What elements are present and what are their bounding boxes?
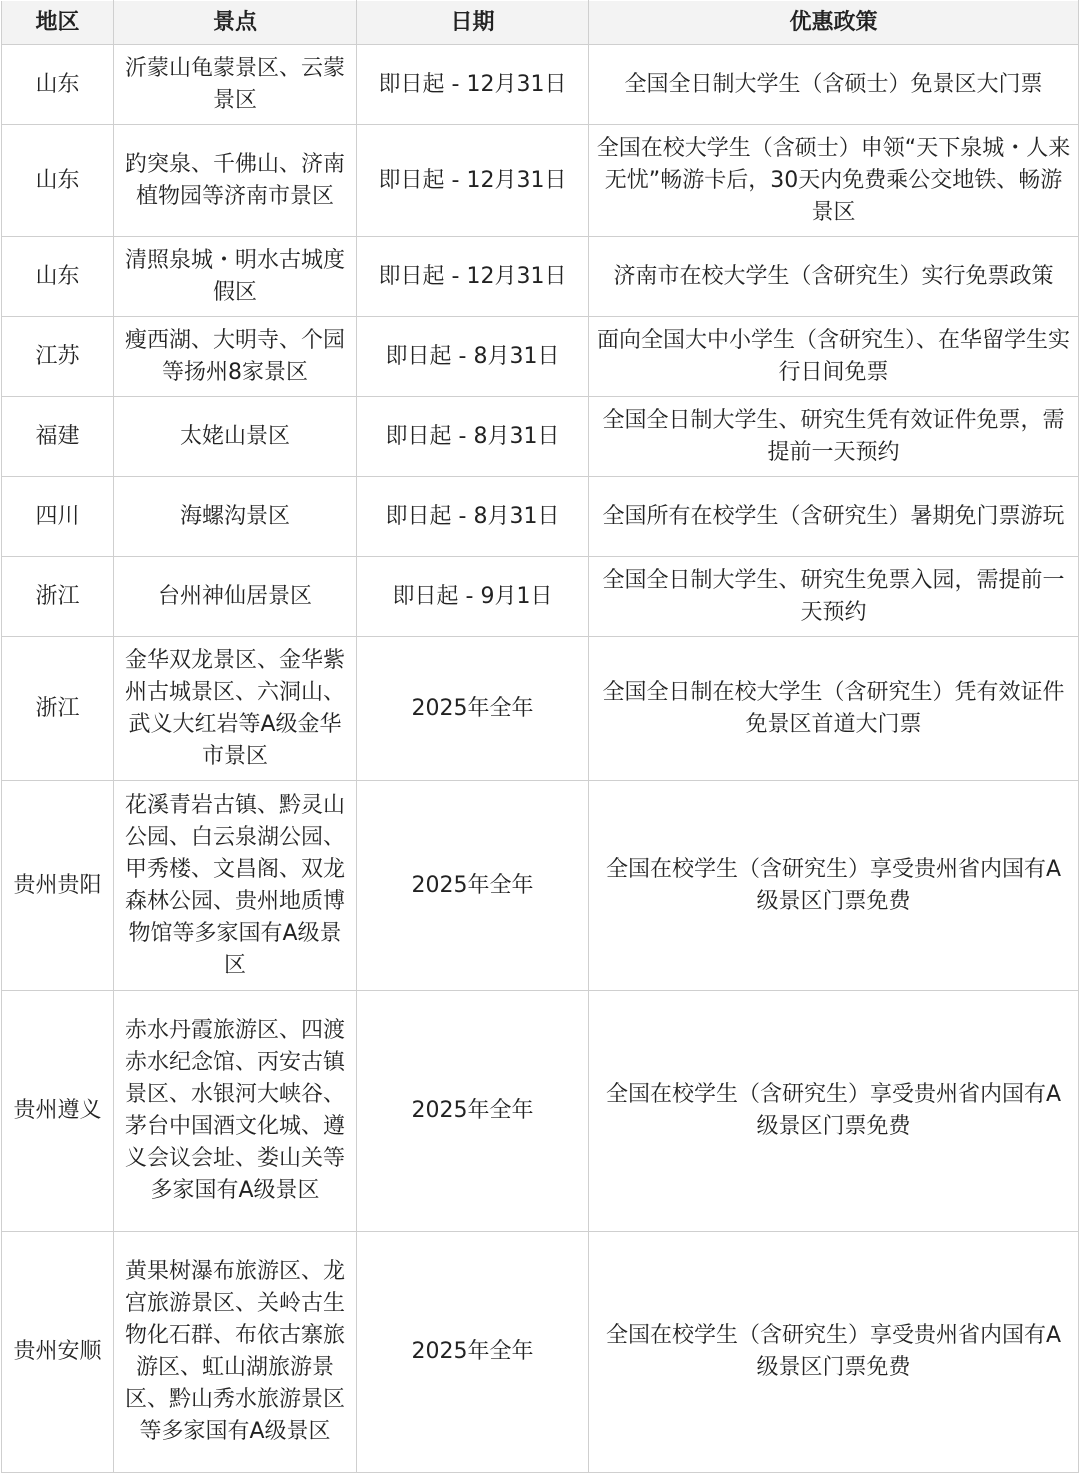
cell-policy: 全国在校大学生（含硕士）申领“天下泉城・人来无忧”畅游卡后，30天内免费乘公交地铁、畅游景区 [589,125,1079,237]
cell-policy: 全国全日制在校大学生（含研究生）凭有效证件免景区首道大门票 [589,637,1079,781]
cell-policy: 全国全日制大学生、研究生免票入园，需提前一天预约 [589,557,1079,637]
cell-date: 即日起 - 12月31日 [357,45,589,125]
cell-spots: 清照泉城・明水古城度假区 [114,237,357,317]
cell-spots: 花溪青岩古镇、黔灵山公园、白云泉湖公园、甲秀楼、文昌阁、双龙森林公园、贵州地质博物馆等多家国有A级景区 [114,781,357,991]
header-row [2,1,1079,45]
table-row [2,1232,1079,1473]
cell-spots: 黄果树瀑布旅游区、龙宫旅游景区、关岭古生物化石群、布依古寨旅游区、虹山湖旅游景区、黔山秀水旅游景区等多家国有A级景区 [114,1232,357,1473]
cell-region: 贵州贵阳 [2,781,114,991]
cell-date: 即日起 - 12月31日 [357,125,589,237]
table-row [2,477,1079,557]
cell-spots: 赤水丹霞旅游区、四渡赤水纪念馆、丙安古镇景区、水银河大峡谷、茅台中国酒文化城、遵义会议会址、娄山关等多家国有A级景区 [114,991,357,1232]
cell-spots: 金华双龙景区、金华紫州古城景区、六洞山、武义大红岩等A级金华市景区 [114,637,357,781]
header-spots: 景点 [114,1,357,45]
cell-region: 四川 [2,477,114,557]
cell-region: 山东 [2,237,114,317]
cell-policy: 全国在校学生（含研究生）享受贵州省内国有A级景区门票免费 [589,991,1079,1232]
cell-region: 浙江 [2,557,114,637]
header-policy: 优惠政策 [589,1,1079,45]
cell-region: 山东 [2,125,114,237]
cell-region: 浙江 [2,637,114,781]
table-row [2,125,1079,237]
table-row [2,781,1079,991]
table-row [2,557,1079,637]
cell-policy: 全国所有在校学生（含研究生）暑期免门票游玩 [589,477,1079,557]
cell-region: 贵州安顺 [2,1232,114,1473]
cell-region: 山东 [2,45,114,125]
cell-spots: 太姥山景区 [114,397,357,477]
cell-date: 即日起 - 8月31日 [357,317,589,397]
table-row [2,637,1079,781]
cell-date: 即日起 - 12月31日 [357,237,589,317]
cell-region: 江苏 [2,317,114,397]
cell-date: 即日起 - 8月31日 [357,477,589,557]
cell-policy: 全国在校学生（含研究生）享受贵州省内国有A级景区门票免费 [589,781,1079,991]
table-row [2,991,1079,1232]
table-row [2,237,1079,317]
cell-date: 2025年全年 [357,1232,589,1473]
table-row [2,397,1079,477]
cell-date: 2025年全年 [357,637,589,781]
cell-spots: 沂蒙山龟蒙景区、云蒙景区 [114,45,357,125]
cell-spots: 台州神仙居景区 [114,557,357,637]
cell-policy: 面向全国大中小学生（含研究生）、在华留学生实行日间免票 [589,317,1079,397]
header-date: 日期 [357,1,589,45]
header-region: 地区 [2,1,114,45]
cell-policy: 全国全日制大学生、研究生凭有效证件免票，需提前一天预约 [589,397,1079,477]
cell-date: 即日起 - 9月1日 [357,557,589,637]
policy-table [1,0,1079,1473]
cell-spots: 瘦西湖、大明寺、个园等扬州8家景区 [114,317,357,397]
table-row [2,317,1079,397]
cell-spots: 趵突泉、千佛山、济南植物园等济南市景区 [114,125,357,237]
table-row [2,45,1079,125]
cell-policy: 济南市在校大学生（含研究生）实行免票政策 [589,237,1079,317]
cell-date: 2025年全年 [357,991,589,1232]
cell-date: 2025年全年 [357,781,589,991]
cell-region: 福建 [2,397,114,477]
cell-region: 贵州遵义 [2,991,114,1232]
cell-spots: 海螺沟景区 [114,477,357,557]
cell-policy: 全国在校学生（含研究生）享受贵州省内国有A级景区门票免费 [589,1232,1079,1473]
cell-policy: 全国全日制大学生（含硕士）免景区大门票 [589,45,1079,125]
cell-date: 即日起 - 8月31日 [357,397,589,477]
